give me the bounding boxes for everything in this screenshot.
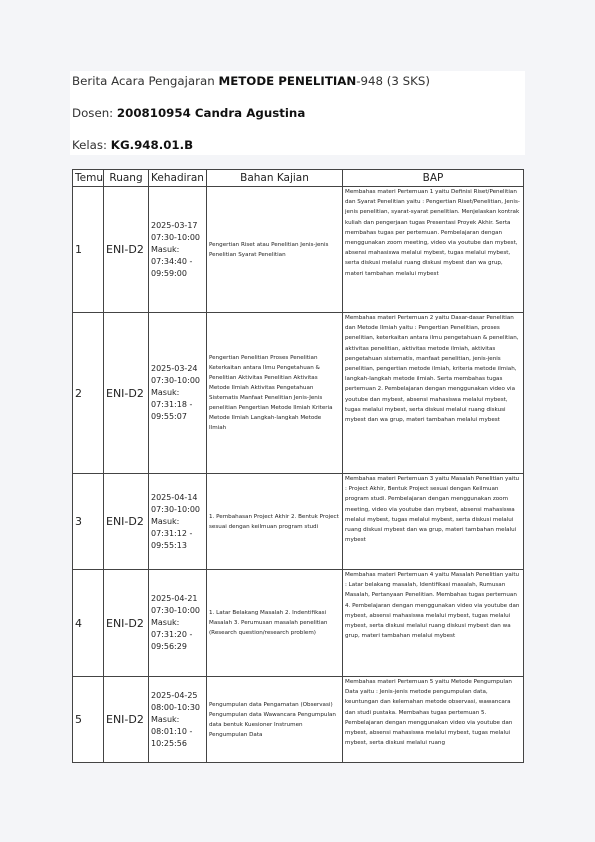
teaching-report-table xyxy=(72,169,524,763)
lecturer-line xyxy=(72,106,305,120)
header-bap: BAP xyxy=(343,170,524,187)
kehadiran-cell: 2025-03-17 07:30-10:00 Masuk: 07:34:40 - 09:59:00 xyxy=(149,187,207,313)
table-row xyxy=(73,570,524,677)
bap-cell: Membahas materi Pertemuan 4 yaitu Masalah Penelitian yaitu : Latar belakang masalah, Identifikasi masalah, Rumusan Masalah, Pertanyaan Penelitian. Membahas tugas pertemuan 4. Pembelajaran dengan menggunakan video via youtube dan mybest, absensi mahasiswa melalui mybest, tugas melalui mybest, serta diskusi melalui ruang diskusi mybest dan wa grup, materi tambahan melalui mybest xyxy=(343,570,524,677)
lecturer-label: Dosen: xyxy=(72,106,117,120)
kehadiran-cell: 2025-04-14 07:30-10:00 Masuk: 07:31:12 - 09:55:13 xyxy=(149,474,207,570)
title-prefix: Berita Acara Pengajaran xyxy=(72,74,219,88)
temu-cell: 4 xyxy=(73,570,104,677)
table-header-row xyxy=(73,170,524,187)
ruang-cell: ENI-D2 xyxy=(104,677,149,763)
bap-cell: Membahas materi Pertemuan 3 yaitu Masalah Penelitian yaitu : Project Akhir, Bentuk Project sesuai dengan Keilmuan program studi. Pembelajaran dengan menggunakan zoom meeting, video via youtube dan mybest, absensi mahasiswa melalui mybest, tugas melalui mybest, serta diskusi melalui ruang diskusi mybest dan wa grup, materi tambahan melalui mybest xyxy=(343,474,524,570)
temu-cell: 2 xyxy=(73,313,104,474)
kehadiran-cell: 2025-03-24 07:30-10:00 Masuk: 07:31:18 - 09:55:07 xyxy=(149,313,207,474)
table-row xyxy=(73,313,524,474)
bahan-kajian-cell: 1. Pembahasan Project Akhir 2. Bentuk Project sesuai dengan keilmuan program studi xyxy=(207,474,343,570)
table-row xyxy=(73,677,524,763)
table-row xyxy=(73,187,524,313)
header-bahan-kajian: Bahan Kajian xyxy=(207,170,343,187)
bahan-kajian-cell: 1. Latar Belakang Masalah 2. Indentifikasi Masalah 3. Perumusan masalah penelitian (Research question/research problem) xyxy=(207,570,343,677)
class-label: Kelas: xyxy=(72,138,111,152)
lecturer-value: 200810954 Candra Agustina xyxy=(116,106,306,120)
kehadiran-cell: 2025-04-25 08:00-10:30 Masuk: 08:01:10 - 10:25:56 xyxy=(149,677,207,763)
header-ruang: Ruang xyxy=(104,170,149,187)
report-header xyxy=(70,71,525,155)
table-row xyxy=(73,474,524,570)
header-kehadiran: Kehadiran xyxy=(149,170,207,187)
bap-cell: Membahas materi Pertemuan 5 yaitu Metode Pengumpulan Data yaitu : Jenis-jenis metode pengumpulan data, keuntungan dan kelemahan metode observasi, wawancara dan studi pustaka. Membahas tugas pertemuan 5. Pembelajaran dengan menggunakan video via youtube dan mybest, absensi mahasiswa melalui mybest, tugas melalui mybest, serta diskusi melalui ruang xyxy=(343,677,524,763)
bahan-kajian-cell: Pengertian Penelitian Proses Penelitian Keterkaitan antara Ilmu Pengetahuan & Penelitian Aktivitas Penelitian Aktivitas Metode Ilmiah Aktivitas Pengetahuan Sistematis Manfaat Penelitian Jenis-Jenis penelitian Pengertian Metode Ilmiah Kriteria Metode Ilmiah Langkah-langkah Metode Ilmiah xyxy=(207,313,343,474)
kehadiran-cell: 2025-04-21 07:30-10:00 Masuk: 07:31:20 - 09:56:29 xyxy=(149,570,207,677)
temu-cell: 5 xyxy=(73,677,104,763)
class-value: KG.948.01.B xyxy=(110,138,194,152)
bahan-kajian-cell: Pengertian Riset atau Penelitian Jenis-jenis Penelitian Syarat Penelitian xyxy=(207,187,343,313)
course-name: METODE PENELITIAN xyxy=(218,74,357,88)
class-line xyxy=(72,138,193,152)
report-title xyxy=(72,74,430,88)
ruang-cell: ENI-D2 xyxy=(104,187,149,313)
temu-cell: 1 xyxy=(73,187,104,313)
bap-cell: Membahas materi Pertemuan 1 yaitu Definisi Riset/Penelitian dan Syarat Penelitian yaitu : Pengertian Riset/Penelitian, Jenis-jenis penelitian, syarat-syarat penelitian. Menjelaskan kontrak kuliah dan pengerjaan tugas Presentasi Proyek Akhir. Serta membahas tugas per pertemuan. Pembelajaran dengan menggunakan zoom meeting, video via youtube dan mybest, absensi mahasiswa melalui mybest, tugas melalui mybest, serta diskusi melalui ruang diskusi mybest dan wa grup, materi tambahan melalui mybest xyxy=(343,187,524,313)
ruang-cell: ENI-D2 xyxy=(104,474,149,570)
header-temu: Temu xyxy=(73,170,104,187)
temu-cell: 3 xyxy=(73,474,104,570)
ruang-cell: ENI-D2 xyxy=(104,570,149,677)
bap-cell: Membahas materi Pertemuan 2 yaitu Dasar-dasar Penelitian dan Metode Ilmiah yaitu : Pengertian Penelitian, proses penelitian, keterkaitan antara ilmu pengetahuan & penelitian, aktivitas penelitian, aktivitas metode ilmiah, aktivitas pengetahuan sistematis, manfaat penelitian, jenis-jenis penelitian, pengertian metode ilmiah, kriteria metode ilmiah, langkah-langkah metode ilmiah. Serta membahas tugas pertemuan 2. Pembelajaran dengan menggunakan video via youtube dan mybest, absensi mahasiswa melalui mybest, tugas melalui mybest, serta diskusi melalui ruang diskusi mybest dan wa grup, materi tambahan melalui mybest xyxy=(343,313,524,474)
ruang-cell: ENI-D2 xyxy=(104,313,149,474)
course-suffix: -948 (3 SKS) xyxy=(356,74,430,88)
bahan-kajian-cell: Pengumpulan data Pengamatan (Observasi) Pengumpulan data Wawancara Pengumpulan data bentuk Kuesioner Instrumen Pengumpulan Data xyxy=(207,677,343,763)
